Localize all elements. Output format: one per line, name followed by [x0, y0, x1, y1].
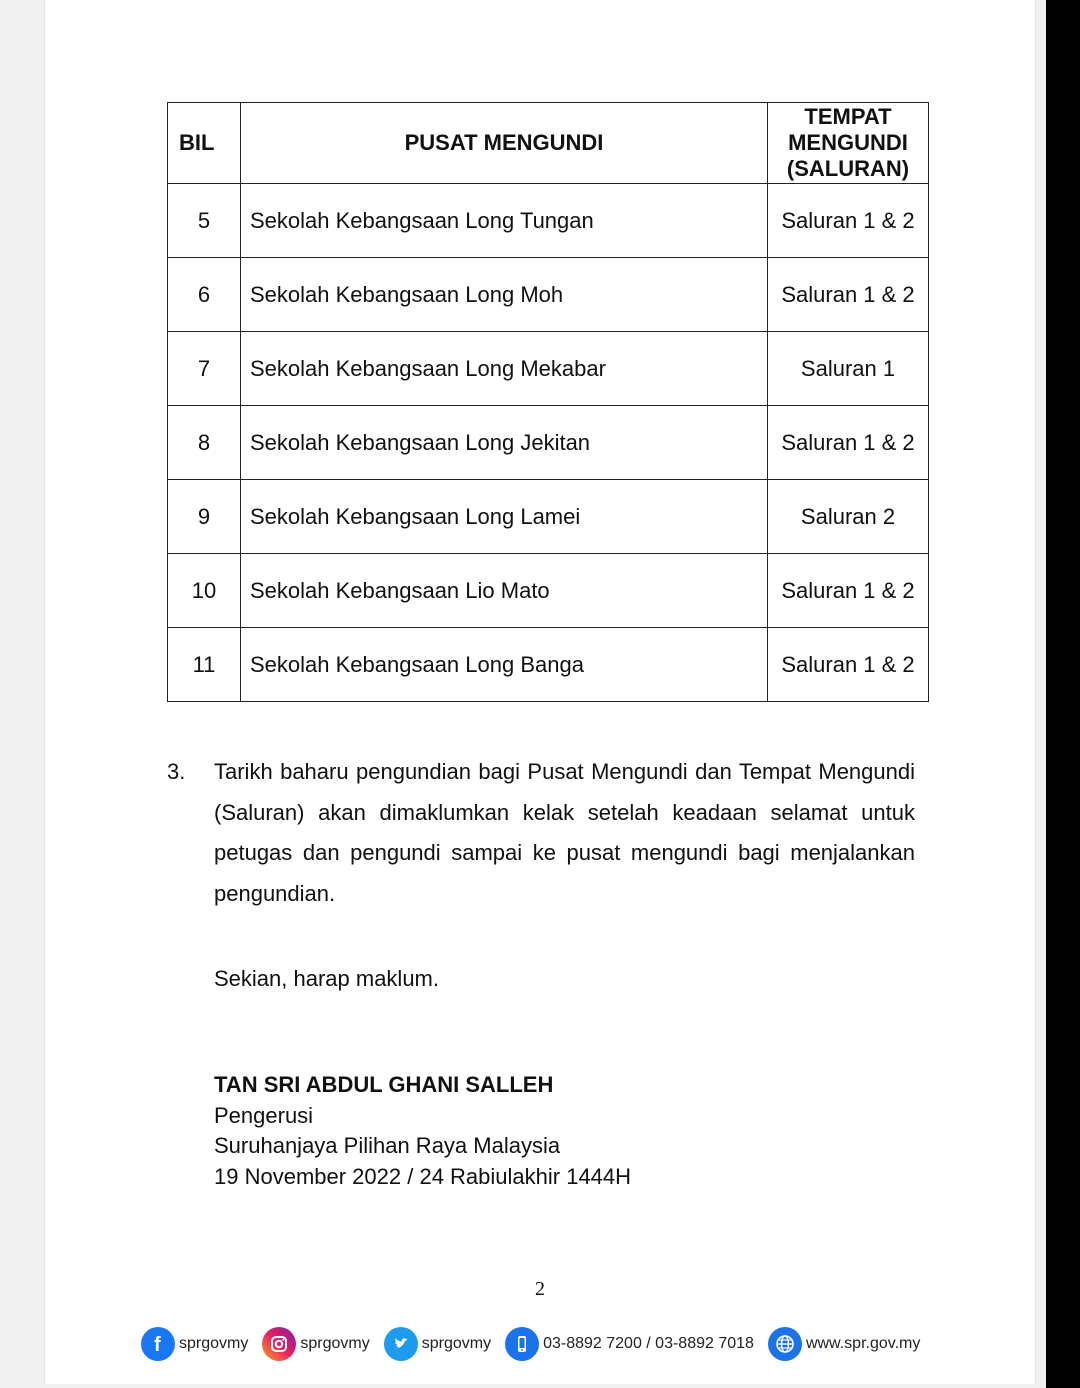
- paragraph-text: Tarikh baharu pengundian bagi Pusat Mengundi dan Tempat Mengundi (Saluran) akan dimaklumkan kelak setelah keadaan selamat untuk petugas dan pengundi sampai ke pusat mengundi bagi menjalankan pengundian.: [214, 759, 915, 906]
- header-tempat-line2: MENGUNDI: [788, 130, 908, 155]
- globe-icon: [768, 1327, 802, 1361]
- facebook-icon: [141, 1327, 175, 1361]
- twitter-handle: sprgovmy: [421, 1335, 492, 1352]
- facebook-handle: sprgovmy: [179, 1335, 249, 1352]
- table-row: [168, 628, 929, 702]
- signatory-name: TAN SRI ABDUL GHANI SALLEH: [214, 1072, 554, 1097]
- cell-bil: 10: [168, 554, 241, 628]
- cell-pusat: Sekolah Kebangsaan Long Lamei: [241, 480, 768, 554]
- phone-icon: [505, 1327, 539, 1361]
- cell-pusat: Sekolah Kebangsaan Long Banga: [241, 628, 768, 702]
- cell-bil: 6: [168, 258, 241, 332]
- cell-tempat: Saluran 1: [768, 332, 929, 406]
- document-page: [44, 0, 1036, 1384]
- table-row: [168, 258, 929, 332]
- cell-pusat: Sekolah Kebangsaan Long Moh: [241, 258, 768, 332]
- contact-footer: [141, 1323, 934, 1365]
- signatory-organization: Suruhanjaya Pilihan Raya Malaysia: [214, 1133, 561, 1158]
- cell-tempat: Saluran 1 & 2: [768, 258, 929, 332]
- signature-date: 19 November 2022 / 24 Rabiulakhir 1444H: [214, 1163, 632, 1189]
- cell-bil: 11: [168, 628, 241, 702]
- svg-text:f: f: [154, 1334, 161, 1354]
- header-tempat-mengundi: [768, 103, 929, 184]
- cell-bil: 7: [168, 332, 241, 406]
- viewer-background-left: [0, 0, 44, 1388]
- cell-tempat: Saluran 1 & 2: [768, 628, 929, 702]
- instagram-icon: [262, 1327, 296, 1361]
- polling-centre-table: [167, 102, 929, 702]
- instagram-link[interactable]: [262, 1327, 369, 1361]
- viewer-background-right: [1046, 0, 1080, 1388]
- header-bil: BIL: [168, 103, 241, 184]
- table-row: [168, 406, 929, 480]
- cell-pusat: Sekolah Kebangsaan Long Tungan: [241, 184, 768, 258]
- cell-bil: 9: [168, 480, 241, 554]
- instagram-handle: sprgovmy: [300, 1335, 370, 1352]
- page-number: 2: [535, 1278, 545, 1300]
- cell-tempat: Saluran 2: [768, 480, 929, 554]
- table-row: [168, 554, 929, 628]
- phone-numbers: 03-8892 7200 / 03-8892 7018: [543, 1335, 754, 1352]
- phone-contact[interactable]: [505, 1327, 754, 1361]
- header-pusat-mengundi: PUSAT MENGUNDI: [241, 103, 768, 184]
- cell-pusat: Sekolah Kebangsaan Lio Mato: [241, 554, 768, 628]
- paragraph-number: 3.: [167, 759, 186, 784]
- closing-remark: Sekian, harap maklum.: [214, 966, 439, 991]
- signature-block: [214, 1070, 631, 1192]
- twitter-link[interactable]: [384, 1327, 491, 1361]
- cell-pusat: Sekolah Kebangsaan Long Jekitan: [241, 406, 768, 480]
- cell-tempat: Saluran 1 & 2: [768, 554, 929, 628]
- facebook-link[interactable]: [141, 1327, 248, 1361]
- cell-tempat: Saluran 1 & 2: [768, 406, 929, 480]
- table-row: [168, 480, 929, 554]
- cell-bil: 8: [168, 406, 241, 480]
- website-url: www.spr.gov.my: [805, 1335, 921, 1352]
- table-row: [168, 332, 929, 406]
- cell-tempat: Saluran 1 & 2: [768, 184, 929, 258]
- table-row: [168, 184, 929, 258]
- signatory-title: Pengerusi: [214, 1102, 314, 1128]
- cell-pusat: Sekolah Kebangsaan Long Mekabar: [241, 332, 768, 406]
- website-link[interactable]: [768, 1327, 920, 1361]
- header-tempat-line1: TEMPAT: [804, 104, 892, 129]
- table-header-row: [168, 103, 929, 184]
- twitter-icon: [384, 1327, 418, 1361]
- header-tempat-line3: (SALURAN): [786, 156, 910, 181]
- cell-bil: 5: [168, 184, 241, 258]
